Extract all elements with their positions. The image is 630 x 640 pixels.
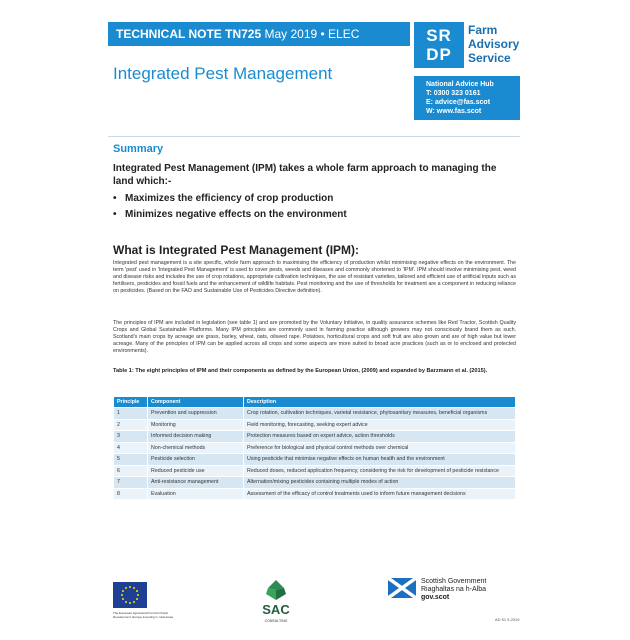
fas-name-line-2: Advisory <box>468 37 520 51</box>
logo-line-1: SR <box>426 26 452 45</box>
contact-box <box>414 76 520 120</box>
cell-component: Monitoring <box>148 419 244 431</box>
cell-component: Non-chemical methods <box>148 442 244 454</box>
summary-lead: Integrated Pest Management (IPM) takes a whole farm approach to managing the land which:- <box>113 163 497 187</box>
cell-description: Alternation/mixing pesticides containing multiple modes of action <box>244 477 516 489</box>
sac-sub: CONSULTING <box>264 619 288 623</box>
eu-star-icon <box>136 590 138 592</box>
bullet-icon: • <box>113 193 117 204</box>
table-header-row <box>114 397 516 408</box>
eu-star-icon <box>121 594 123 596</box>
eu-star-icon <box>129 602 131 604</box>
saltire-flag-icon <box>388 578 416 598</box>
cell-description: Protection measures based on expert advice, action thresholds <box>244 431 516 443</box>
bullet-icon: • <box>113 209 117 220</box>
scot-line-1: Scottish Government <box>421 578 487 585</box>
fas-logo <box>414 22 520 70</box>
contact-email[interactable]: E: advice@fas.scot <box>426 99 491 106</box>
table-row <box>114 454 516 466</box>
technical-note-band <box>108 22 410 46</box>
eu-star-icon <box>133 601 135 603</box>
note-id: TECHNICAL NOTE TN725 <box>116 27 262 41</box>
eu-star-icon <box>133 587 135 589</box>
cell-principle: 5 <box>114 454 148 466</box>
table-row <box>114 408 516 420</box>
sac-emblem-icon <box>258 578 294 602</box>
cell-component: Prevention and suppression <box>148 408 244 420</box>
header-principle: Principle <box>114 397 148 408</box>
cell-component: Evaluation <box>148 488 244 500</box>
eu-star-icon <box>137 594 139 596</box>
table-row <box>114 477 516 489</box>
eu-star-icon <box>136 598 138 600</box>
sac-logo <box>258 578 294 630</box>
ipm-paragraph-1: Integrated pest management is a site specific, whole farm approach to maximising the efficiency of production whilst minimising negative effects on the environment. The term 'pest' used in 'Integrated Pest Management' is used to cover pests, weeds and diseases and commonly shortened to 'IPM'. IPM should involve minimising pest, weed and disease risks and includes the use of crop rotations, appropriate cultivation techniques, the use of resistant varieties, tailored and efficient use of artificial inputs such as fertilisers, pesticides and fossil fuels and the enhancement of wildlife habitats. Pest monitoring and the use of thresholds for treatment are a component in reducing reliance on pesticides. (Based on the FAO and Sustainable Use of Pesticides Directive definition). <box>113 260 516 294</box>
cell-component: Reduced pesticide use <box>148 465 244 477</box>
logo-line-2: DP <box>426 45 452 64</box>
table-row <box>114 465 516 477</box>
cell-description: Assessment of the efficacy of control treatments used to inform future management decisions <box>244 488 516 500</box>
note-date: May 2019 • ELEC <box>264 27 360 41</box>
fas-name-line-3: Service <box>468 51 511 65</box>
fas-name-line-1: Farm <box>468 23 498 37</box>
cell-component: Pesticide selection <box>148 454 244 466</box>
table-row <box>114 442 516 454</box>
page-reference: AD 51 5.2019 <box>495 617 520 622</box>
table-row <box>114 419 516 431</box>
table-row <box>114 431 516 443</box>
document-title: Integrated Pest Management <box>113 64 333 83</box>
cell-description: Using pesticide that minimise negative effects on human health and the environment <box>244 454 516 466</box>
bullet-text: Minimizes negative effects on the environment <box>125 209 347 220</box>
section-title: What is Integrated Pest Management (IPM): <box>113 243 360 257</box>
cell-principle: 1 <box>114 408 148 420</box>
eu-fund-text: The European Agricultural Fund for Rural Development: Europe investing in rural areas <box>113 611 174 619</box>
sac-name: SAC <box>262 602 290 617</box>
cell-description: Preference for biological and physical control methods over chemical <box>244 442 516 454</box>
eu-star-icon <box>125 587 127 589</box>
fas-name <box>468 23 519 65</box>
table-caption: Table 1: The eight principles of IPM and their components as defined by the European Union, (2009) and expanded by Barzmann et al. (2015). <box>113 368 488 374</box>
cell-principle: 4 <box>114 442 148 454</box>
contact-phone[interactable]: T: 0300 323 0161 <box>426 90 481 97</box>
cell-principle: 2 <box>114 419 148 431</box>
header-description: Description <box>244 397 516 408</box>
cell-principle: 7 <box>114 477 148 489</box>
contact-heading: National Advice Hub <box>426 81 494 88</box>
summary-title: Summary <box>113 143 164 155</box>
scottish-government-logo <box>421 578 486 602</box>
cell-principle: 3 <box>114 431 148 443</box>
eu-star-icon <box>125 601 127 603</box>
summary-bullet <box>113 193 333 204</box>
cell-component: Anti-resistance management <box>148 477 244 489</box>
contact-web[interactable]: W: www.fas.scot <box>426 108 482 115</box>
scot-line-2: Riaghaltas na h-Alba <box>421 586 486 593</box>
eu-star-icon <box>122 590 124 592</box>
eu-flag-icon <box>113 582 147 608</box>
eu-star-icon <box>129 586 131 588</box>
cell-description: Crop rotation, cultivation techniques, varietal resistance, phytosanitary measures, beneficial organisms <box>244 408 516 420</box>
cell-description: Field monitoring, forecasting, seeking expert advice <box>244 419 516 431</box>
cell-component: Informed decision making <box>148 431 244 443</box>
scot-line-3: gov.scot <box>421 594 450 601</box>
srdp-logo-icon <box>414 22 464 68</box>
table-row <box>114 488 516 500</box>
cell-description: Reduced doses, reduced application frequency, considering the risk for development of pesticide resistance <box>244 465 516 477</box>
header-component: Component <box>148 397 244 408</box>
cell-principle: 6 <box>114 465 148 477</box>
cell-principle: 8 <box>114 488 148 500</box>
ipm-principles-table <box>113 396 516 500</box>
ipm-paragraph-2: The principles of IPM are included in legislation (see table 1) and are promoted by the Voluntary Initiative, in quality assurance schemes like Red Tractor, Scottish Quality Crops and Global Sustainable Platforms. Many IPM principles are commonly used in farming practice although growers may not consciously brand them as such. Scotland's main crops by acreage are grass, barley, wheat, oats, oilseed rape. Potatoes, horticultural crops and soft fruit are also grown and are of high value but lower acreage. Many of the principles of IPM can be applied across all crops and some aspects are more suited to broad acre practices (such as or to enclosed and protected environments). <box>113 320 516 354</box>
divider <box>108 136 520 137</box>
bullet-text: Maximizes the efficiency of crop production <box>125 193 334 204</box>
summary-bullet <box>113 209 347 220</box>
eu-star-icon <box>122 598 124 600</box>
